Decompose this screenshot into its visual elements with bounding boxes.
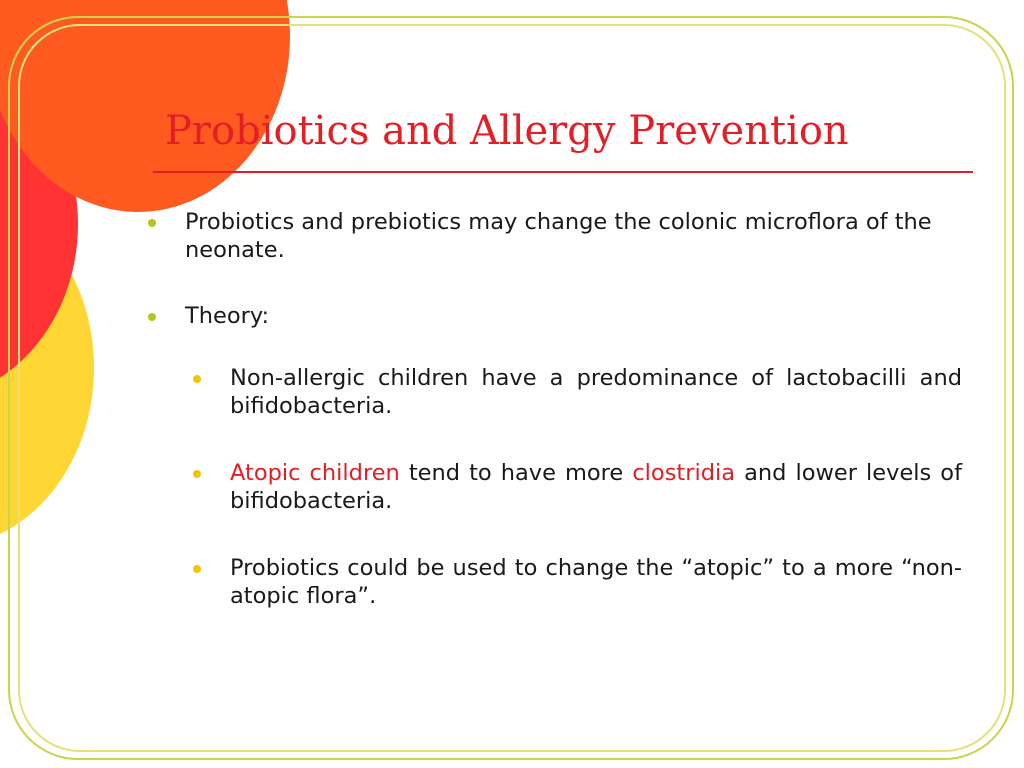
sub-bullet-text: and lower levels of bifidobacteria. [230, 460, 962, 514]
bullet-item [148, 302, 962, 330]
sub-bullet-dot-icon [193, 470, 201, 478]
sub-bullet-dot-icon [193, 375, 201, 383]
bullet-dot-icon [148, 313, 156, 321]
sub-bullet-item [193, 459, 962, 515]
title-underline [153, 171, 973, 173]
sub-bullet-text: tend to have more [399, 460, 633, 486]
sub-bullet-item [193, 554, 962, 610]
bullet-list [148, 208, 962, 610]
sub-bullet-text: Probiotics could be used to change the “atopic” to a more “non-atopic flora”. [230, 555, 962, 609]
bullet-text: Theory: [185, 303, 270, 329]
bullet-item [148, 208, 962, 264]
highlight-clostridia: clostridia [632, 460, 736, 486]
bullet-text: Probiotics and prebiotics may change the colonic microflora of the neonate. [185, 209, 932, 263]
slide-title: Probiotics and Allergy Prevention [165, 108, 849, 154]
sub-bullet-text: Non-allergic children have a predominance of lactobacilli and bifidobacteria. [230, 365, 962, 419]
highlight-atopic-children: Atopic children [230, 460, 400, 486]
sub-bullet-dot-icon [193, 565, 201, 573]
bullet-dot-icon [148, 219, 156, 227]
sub-bullet-item [193, 364, 962, 420]
